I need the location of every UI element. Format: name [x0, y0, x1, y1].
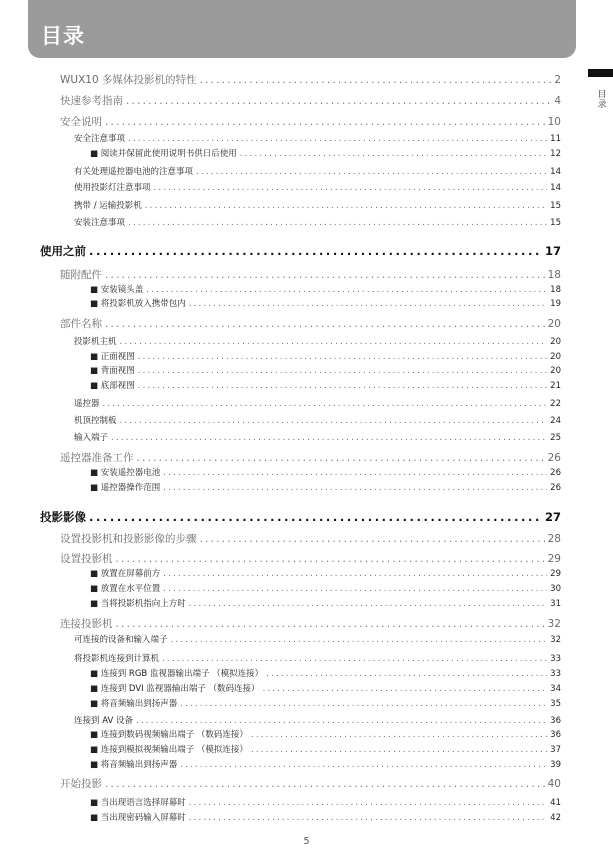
toc-entry-page: 28	[547, 533, 561, 545]
toc-entry-page: 19	[550, 299, 561, 309]
toc-entry-title: 遥控器	[74, 399, 100, 409]
toc-entry-page: 22	[550, 399, 561, 409]
toc-entry-page: 20	[547, 318, 561, 330]
toc-entry-page: 36	[550, 716, 561, 726]
toc-entry-page: 32	[550, 635, 561, 645]
toc-entry[interactable]	[60, 72, 561, 87]
toc-entry-page: 11	[550, 134, 561, 144]
dot-leader	[138, 352, 547, 362]
toc-entry-title: 随附配件	[60, 269, 102, 281]
toc-entry[interactable]	[90, 350, 561, 362]
dot-leader	[116, 618, 545, 630]
toc-entry-page: 29	[550, 569, 561, 579]
toc-entry[interactable]	[90, 283, 561, 295]
toc-entry-title: 设置投影机	[60, 553, 113, 565]
dot-leader	[138, 366, 547, 376]
dot-leader	[163, 569, 547, 579]
toc-chapter-entry[interactable]	[40, 509, 561, 525]
toc-entry-page: 12	[550, 149, 561, 159]
toc-entry[interactable]	[90, 481, 561, 493]
toc-entry-title: ■ 连接到 DVI 监视器输出端子 （数码连接）	[90, 684, 260, 694]
dot-leader	[162, 654, 547, 664]
toc-entry-page: 15	[550, 218, 561, 228]
toc-entry[interactable]	[74, 633, 561, 645]
dot-leader	[163, 483, 547, 493]
toc-entry-title: ■ 放置在水平位置	[90, 584, 161, 594]
toc-entry[interactable]	[90, 667, 561, 679]
toc-entry-title: 投影机主机	[74, 337, 117, 347]
toc-entry[interactable]	[74, 414, 561, 426]
toc-entry[interactable]	[90, 582, 561, 594]
dot-leader	[120, 416, 548, 426]
toc-entry-title: ■ 当出现密码输入屏幕时	[90, 813, 186, 823]
toc-entry[interactable]	[90, 364, 561, 376]
toc-entry-page: 14	[550, 183, 561, 193]
toc-entry[interactable]	[90, 796, 561, 808]
toc-entry[interactable]	[74, 199, 561, 211]
dot-leader	[105, 318, 545, 330]
toc-entry-page: 20	[550, 366, 561, 376]
dot-leader	[126, 95, 551, 107]
toc-entry-title: ■ 放置在屏幕前方	[90, 569, 161, 579]
toc-entry-title: ■ 连接到模拟视频输出端子 （模拟连接）	[90, 745, 248, 755]
dot-leader	[103, 399, 548, 409]
toc-entry-page: 4	[554, 95, 561, 107]
dot-leader	[120, 337, 548, 347]
dot-leader	[146, 285, 547, 295]
toc-entry-page: 32	[547, 618, 561, 630]
dot-leader	[263, 684, 548, 694]
dot-leader	[136, 716, 547, 726]
toc-entry-page: 18	[547, 269, 561, 281]
toc-entry-page: 33	[550, 669, 561, 679]
toc-entry[interactable]	[90, 597, 561, 609]
toc-entry[interactable]	[60, 114, 561, 129]
dot-leader	[189, 299, 547, 309]
page-title: 目录	[41, 24, 85, 48]
toc-entry-title: 连接投影机	[60, 618, 113, 630]
toc-entry[interactable]	[90, 567, 561, 579]
toc-entry[interactable]	[90, 743, 561, 755]
toc-entry-title: 有关处理遥控器电池的注意事项	[74, 167, 194, 177]
dot-leader	[128, 218, 547, 228]
toc-entry-page: 20	[550, 352, 561, 362]
toc-entry-page: 25	[550, 433, 561, 443]
toc-entry-title: ■ 当出现语言选择屏幕时	[90, 798, 186, 808]
toc-entry-title: ■ 当将投影机指向上方时	[90, 599, 186, 609]
toc-entry[interactable]	[74, 397, 561, 409]
dot-leader	[163, 468, 547, 478]
toc-entry-page: 21	[550, 381, 561, 391]
dot-leader	[89, 510, 542, 524]
toc-entry-page: 29	[547, 553, 561, 565]
toc-entry-title: ■ 安装遥控器电池	[90, 468, 161, 478]
toc-entry-title: ■ 阅读并保留此使用说明书供日后使用	[90, 149, 237, 159]
toc-entry-title: ■ 背面视图	[90, 366, 135, 376]
toc-entry[interactable]	[60, 316, 561, 331]
toc-entry-title: 携带 / 运输投影机	[74, 201, 142, 211]
dot-leader	[116, 553, 545, 565]
toc-entry-title: 遥控器准备工作	[60, 452, 134, 464]
toc-entry-page: 18	[550, 285, 561, 295]
toc-entry[interactable]	[74, 431, 561, 443]
toc-entry-title: 开始投影	[60, 778, 102, 790]
dot-leader	[171, 635, 548, 645]
toc-entry-page: 34	[550, 684, 561, 694]
dot-leader	[189, 798, 547, 808]
dot-leader	[180, 699, 547, 709]
dot-leader	[137, 452, 545, 464]
toc-entry-page: 26	[547, 452, 561, 464]
dot-leader	[189, 599, 547, 609]
toc-entry[interactable]	[60, 551, 561, 566]
toc-entry[interactable]	[74, 181, 561, 193]
toc-entry[interactable]	[74, 714, 561, 726]
toc-entry-title: 安全注意事项	[74, 134, 126, 144]
toc-entry-page: 33	[550, 654, 561, 664]
dot-leader	[145, 201, 547, 211]
toc-entry-title: ■ 将投影机放入携带包内	[90, 299, 186, 309]
toc-entry-title: ■ 将音频输出到扬声器	[90, 760, 178, 770]
dot-leader	[200, 533, 545, 545]
toc-entry[interactable]	[60, 776, 561, 791]
toc-entry[interactable]	[90, 811, 561, 823]
toc-entry[interactable]	[90, 147, 561, 159]
toc-entry[interactable]	[74, 652, 561, 664]
toc-entry[interactable]	[90, 728, 561, 740]
toc-entry[interactable]	[74, 335, 561, 347]
toc-entry-title: 部件名称	[60, 318, 102, 330]
toc-entry-title: 使用之前	[40, 244, 86, 258]
toc-entry-title: ■ 遥控器操作范围	[90, 483, 161, 493]
toc-entry[interactable]	[74, 165, 561, 177]
toc-entry-title: ■ 正面视图	[90, 352, 135, 362]
toc-entry[interactable]	[74, 132, 561, 144]
dot-leader	[251, 745, 547, 755]
toc-entry-page: 39	[550, 760, 561, 770]
toc-entry-page: 36	[550, 730, 561, 740]
toc-entry-title: ■ 连接到 RGB 监视器输出端子 （模拟连接）	[90, 669, 264, 679]
toc-entry-page: 14	[550, 167, 561, 177]
toc-entry-page: 37	[550, 745, 561, 755]
dot-leader	[138, 381, 547, 391]
dot-leader	[266, 669, 547, 679]
dot-leader	[154, 183, 548, 193]
toc-entry-page: 27	[544, 510, 561, 524]
toc-entry[interactable]	[60, 267, 561, 282]
dot-leader	[105, 116, 545, 128]
toc-entry-title: ■ 安装镜头盖	[90, 285, 144, 295]
toc-entry-title: 连接到 AV 设备	[74, 716, 133, 726]
toc-entry-page: 40	[547, 778, 561, 790]
toc-entry-page: 41	[550, 798, 561, 808]
toc-entry-page: 31	[550, 599, 561, 609]
toc-entry-page: 35	[550, 699, 561, 709]
dot-leader	[163, 584, 547, 594]
toc-entry-page: 2	[554, 74, 561, 86]
dot-leader	[111, 433, 547, 443]
toc-entry-title: ■ 底部视图	[90, 381, 135, 391]
toc-entry-title: 输入端子	[74, 433, 109, 443]
toc-entry[interactable]	[90, 758, 561, 770]
toc-entry[interactable]	[60, 531, 561, 546]
toc-entry-title: 使用投影灯注意事项	[74, 183, 151, 193]
toc-entry[interactable]	[90, 697, 561, 709]
toc-entry-page: 10	[547, 116, 561, 128]
side-tab-label: 目录	[597, 90, 607, 110]
dot-leader	[128, 134, 547, 144]
toc-entry-title: ■ 将音频输出到扬声器	[90, 699, 178, 709]
toc-entry-page: 17	[544, 244, 561, 258]
page-number: 5	[303, 836, 310, 847]
toc-entry[interactable]	[90, 379, 561, 391]
toc-entry-page: 30	[550, 584, 561, 594]
dot-leader	[180, 760, 547, 770]
dot-leader	[89, 244, 542, 258]
toc-entry[interactable]	[60, 450, 561, 465]
toc-entry-page: 15	[550, 201, 561, 211]
toc-entry-title: 投影影像	[40, 510, 86, 524]
dot-leader	[196, 167, 547, 177]
toc-entry-title: ■ 连接到数码视频输出端子 （数码连接）	[90, 730, 248, 740]
toc-entry-page: 42	[550, 813, 561, 823]
toc-entry-title: 安全说明	[60, 116, 102, 128]
dot-leader	[240, 149, 547, 159]
dot-leader	[105, 269, 545, 281]
toc-entry-title: 快速参考指南	[60, 95, 123, 107]
dot-leader	[189, 813, 547, 823]
toc-chapter-entry[interactable]	[40, 243, 561, 259]
toc-entry-title: 将投影机连接到计算机	[74, 654, 160, 664]
toc-entry-title: 安装注意事项	[74, 218, 126, 228]
toc-entry[interactable]	[60, 93, 561, 108]
toc-entry-page: 26	[550, 483, 561, 493]
toc-entry[interactable]	[90, 297, 561, 309]
toc-entry-title: WUX10 多媒体投影机的特性	[60, 74, 197, 86]
toc-entry[interactable]	[74, 216, 561, 228]
dot-leader	[251, 730, 547, 740]
toc-entry-page: 26	[550, 468, 561, 478]
toc-entry-title: 设置投影机和投影影像的步骤	[60, 533, 197, 545]
toc-entry-title: 机顶控制板	[74, 416, 117, 426]
toc-entry-title: 可连接的设备和输入端子	[74, 635, 168, 645]
toc-entry-page: 24	[550, 416, 561, 426]
toc-entry-page: 20	[550, 337, 561, 347]
toc-entry[interactable]	[60, 616, 561, 631]
dot-leader	[199, 74, 551, 86]
toc-entry[interactable]	[90, 682, 561, 694]
dot-leader	[105, 778, 545, 790]
toc-entry[interactable]	[90, 466, 561, 478]
